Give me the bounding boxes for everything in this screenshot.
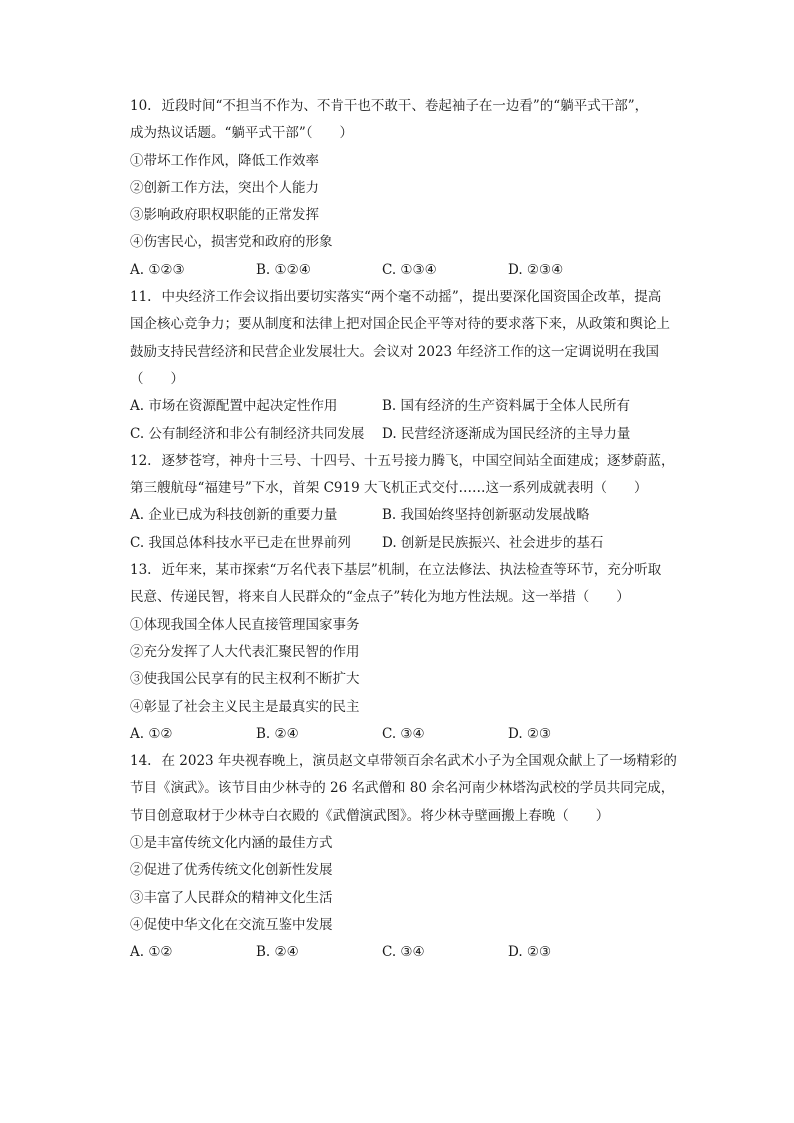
question-stem-line: 民意、传递民智，将来自人民群众的“金点子”转化为地方性法规。这一举措（ ） xyxy=(130,589,630,606)
question-stem-line: 国企核心竞争力；要从制度和法律上把对国企民企平等对待的要求落下来，从政策和舆论上 xyxy=(130,316,670,333)
answer-options xyxy=(130,421,705,448)
question-number: 10. xyxy=(130,98,152,114)
option-b[interactable]: B. 我国始终坚持创新驱动发展战略 xyxy=(382,507,590,524)
answer-options xyxy=(130,530,705,557)
questions-container xyxy=(130,93,705,967)
statement-item: ①带坏工作作风，降低工作效率 xyxy=(130,152,319,169)
statement-item: ③影响政府职权职能的正常发挥 xyxy=(130,207,319,224)
option-b[interactable]: B. 国有经济的生产资料属于全体人民所有 xyxy=(382,398,631,415)
statement-item: ④伤害民心，损害党和政府的形象 xyxy=(130,234,333,251)
statement-item: ③丰富了人民群众的精神文化生活 xyxy=(130,889,333,906)
answer-options xyxy=(130,502,705,529)
question-10 xyxy=(130,93,705,284)
question-stem-line: 10. 近段时间“不担当不作为、不肯干也不敢干、卷起袖子在一边看”的“躺平式干部”， xyxy=(130,93,705,120)
question-number: 11. xyxy=(130,289,152,306)
option-d[interactable]: D. 民营经济逐渐成为国民经济的主导力量 xyxy=(382,425,631,442)
answer-options xyxy=(130,393,705,420)
option-d[interactable]: D. ②③ xyxy=(508,725,552,742)
statement-item: ②创新工作方法，突出个人能力 xyxy=(130,179,319,196)
option-a[interactable]: A. ①② xyxy=(130,944,173,961)
statement-item: ②促进了优秀传统文化创新性发展 xyxy=(130,862,333,879)
question-12 xyxy=(130,448,705,557)
question-stem-line: 11. 中央经济工作会议指出要切实落实“两个毫不动摇”，提出要深化国资国企改革，提高 xyxy=(130,284,705,311)
option-c[interactable]: C. ③④ xyxy=(382,944,425,961)
answer-options xyxy=(130,257,705,284)
option-c[interactable]: C. ①③④ xyxy=(382,261,437,278)
question-number: 13. xyxy=(130,562,152,579)
statement-item: ③使我国公民享有的民主权利不断扩大 xyxy=(130,671,360,688)
question-14 xyxy=(130,748,705,966)
option-c[interactable]: C. 我国总体科技水平已走在世界前列 xyxy=(130,534,351,551)
statement-item: ①体现我国全体人民直接管理国家事务 xyxy=(130,616,360,633)
answer-options xyxy=(130,939,705,966)
option-a[interactable]: A. ①② xyxy=(130,725,173,742)
option-d[interactable]: D. ②③④ xyxy=(508,261,564,278)
option-b[interactable]: B. ②④ xyxy=(256,944,299,961)
question-stem-line: 12. 逐梦苍穹，神舟十三号、十四号、十五号接力腾飞，中国空间站全面建成；逐梦蔚蓝， xyxy=(130,448,705,475)
option-c[interactable]: C. ③④ xyxy=(382,725,425,742)
question-number: 14. xyxy=(130,753,152,770)
question-stem-line: 节目《演武》。该节目由少林寺的 26 名武僧和 80 余名河南少林塔沟武校的学员共同完成， xyxy=(130,780,675,797)
question-stem-line: 13. 近年来，某市探索“万名代表下基层”机制，在立法修法、执法检查等环节，充分听取 xyxy=(130,557,705,584)
option-b[interactable]: B. ②④ xyxy=(256,725,299,742)
question-stem-line: 鼓励支持民营经济和民营企业发展壮大。会议对 2023 年经济工作的这一定调说明在我国 xyxy=(130,343,659,360)
option-b[interactable]: B. ①②④ xyxy=(256,261,311,278)
statement-item: ④促使中华文化在交流互鉴中发展 xyxy=(130,916,333,933)
option-d[interactable]: D. 创新是民族振兴、社会进步的基石 xyxy=(382,534,604,551)
option-a[interactable]: A. 企业已成为科技创新的重要力量 xyxy=(130,507,338,524)
option-c[interactable]: C. 公有制经济和非公有制经济共同发展 xyxy=(130,425,365,442)
question-stem-line: 14. 在 2023 年央视春晚上，演员赵文卓带领百余名武术小子为全国观众献上了一场精彩的 xyxy=(130,748,705,775)
question-stem-line: 第三艘航母“福建号”下水，首架 C919 大飞机正式交付……这一系列成就表明（ ） xyxy=(130,480,648,497)
option-a[interactable]: A. 市场在资源配置中起决定性作用 xyxy=(130,398,338,415)
answer-options xyxy=(130,721,705,748)
question-stem-line: 节目创意取材于少林寺白衣殿的《武僧演武图》。将少林寺壁画搬上春晚（ ） xyxy=(130,807,610,824)
statement-item: ①是丰富传统文化内涵的最佳方式 xyxy=(130,835,333,852)
question-stem-line: （ ） xyxy=(130,370,184,387)
statement-item: ④彰显了社会主义民主是最真实的民主 xyxy=(130,698,360,715)
option-d[interactable]: D. ②③ xyxy=(508,944,552,961)
statement-item: ②充分发挥了人大代表汇聚民智的作用 xyxy=(130,643,360,660)
question-11 xyxy=(130,284,705,448)
question-stem-line: 成为热议话题。“躺平式干部”（ ） xyxy=(130,125,354,142)
option-a[interactable]: A. ①②③ xyxy=(130,261,185,278)
question-13 xyxy=(130,557,705,748)
question-number: 12. xyxy=(130,452,152,469)
